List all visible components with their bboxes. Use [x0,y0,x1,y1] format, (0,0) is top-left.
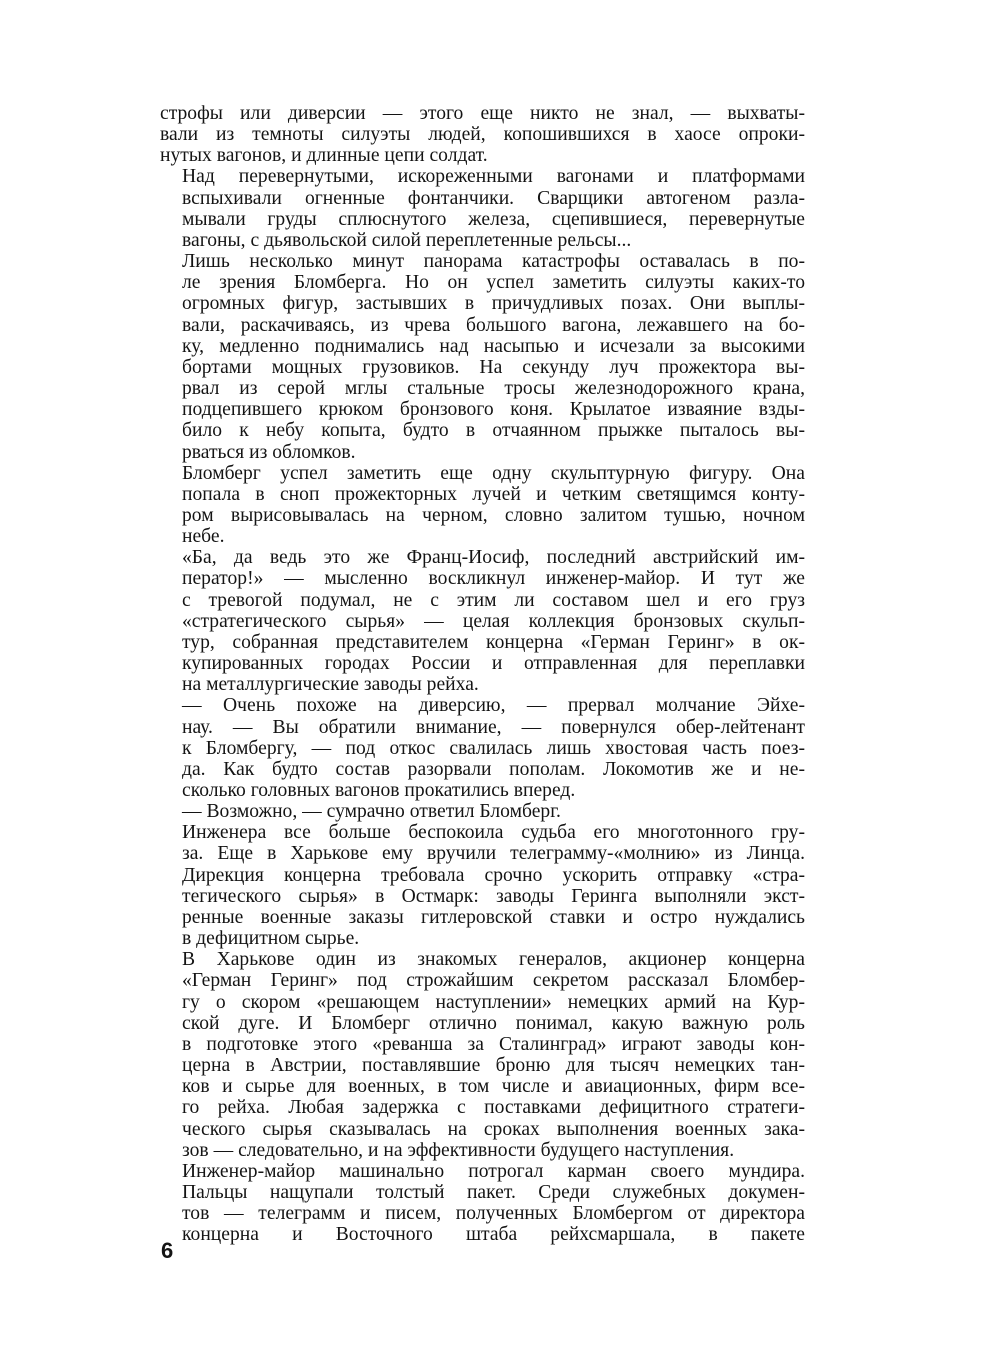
paragraph [160,949,805,1161]
text-line: в подготовке этого «реванша за Сталинград» играют заводы кон- [182,1033,805,1055]
text-line: било к небу копыта, будто в отчаянном прыжке пыталось вы- [182,420,805,442]
text-line: огромных фигур, застывших в причудливых позах. Они выплы- [182,293,805,315]
text-line: — Очень похоже на диверсию, — прервал молчание Эйхе- [182,695,805,717]
text-line: ле зрения Бломберга. Но он успел заметить силуэты каких-то [182,272,805,294]
text-line: нутых вагонов, и длинные цепи солдат. [160,145,488,167]
text-line: Над перевернутыми, искореженными вагонами и платформами [182,166,805,188]
text-line: нау. — Вы обратили внимание, — повернулся обер-лейтенант [182,716,805,738]
text-line: го рейха. Любая задержка с поставками дефицитного стратеги- [182,1097,805,1119]
text-line: ренные военные заказы гитлеровской ставки и остро нуждались [182,906,805,928]
text-line: попала в сноп прожекторных лучей и четким светящимся конту- [182,483,805,505]
text-line: с тревогой подумал, не с этим ли составом шел и его груз [182,589,805,611]
text-line: вали из темноты силуэты людей, копошившихся в хаосе опроки- [160,124,805,146]
text-line: зов — следовательно, и на эффективности будущего наступления. [182,1139,735,1161]
text-line: строфы или диверсии — этого еще никто не знал, — выхваты- [160,103,805,124]
text-line: подцепившего крюком бронзового коня. Крылатое изваяние взды- [182,399,805,421]
text-line: Инженера все больше беспокоила судьба его многотонного гру- [182,822,805,844]
text-line: гу о скором «решающем наступлении» немецких армий на Кур- [182,991,805,1013]
paragraph [160,1161,805,1246]
text-line: ром вырисовывалась на черном, словно залитом тушью, ночном [182,504,805,526]
paragraph [160,822,805,949]
text-line: Пальцы нащупали толстый пакет. Среди служебных докумен- [182,1181,805,1203]
text-line: ской дуге. И Бломберг отлично понимал, какую важную роль [182,1012,805,1034]
text-line: сколько головных вагонов прокатились вперед. [182,780,576,801]
page-number: 6 [161,1238,174,1263]
text-line: на металлургические заводы рейха. [182,674,479,696]
text-line: концерна и Восточного штаба рейхсмаршала, в пакете [182,1224,805,1246]
paragraph [160,103,805,166]
text-line: церна в Австрии, поставлявшие броню для тысяч немецких тан- [182,1055,805,1077]
text-line: рвал из серой мглы стальные тросы железнодорожного крана, [182,378,805,400]
text-line: рваться из обломков. [182,441,356,463]
paragraph [160,166,805,251]
text-line: купированных городах России и отправленная для переплавки [182,653,805,675]
text-line: вали, раскачиваясь, из чрева большого вагона, лежавшего на бо- [182,314,805,336]
text-line: Бломберг успел заметить еще одну скульптурную фигуру. Она [182,462,805,484]
text-line: тур, собранная представителем концерна «Герман Геринг» в ок- [182,631,805,653]
text-line: да. Как будто состав разорвали пополам. Локомотив же и не- [182,758,805,780]
text-line: в дефицитном сырье. [182,928,360,950]
text-line: — Возможно, — сумрачно ответил Бломберг. [182,801,561,823]
text-line: «Герман Геринг» под строжайшим секретом рассказал Бломбер- [182,970,805,992]
text-line: ков и сырье для военных, в том числе и авиационных, фирм все- [182,1076,805,1098]
text-line: Лишь несколько минут панорама катастрофы оставалась в по- [182,251,805,273]
body-text [160,103,805,1245]
text-line: Инженер-майор машинально потрогал карман своего мундира. [182,1160,805,1182]
paragraph [160,463,805,548]
paragraph [160,801,805,822]
paragraph [160,695,805,801]
text-line: к Бломбергу, — под откос свалилась лишь хвостовая часть поез- [182,737,805,759]
text-line: тов — телеграмм и писем, полученных Бломбергом от директора [182,1203,805,1225]
text-line: тегического сырья» в Остмарк: заводы Геринга выполняли экст- [182,885,805,907]
text-line: за. Еще в Харькове ему вручили телеграмму-«молнию» из Линца. [182,843,805,865]
text-line: бортами мощных грузовиков. На секунду луч прожектора вы- [182,356,805,378]
text-line: вагоны, с дьявольской силой переплетенные рельсы... [182,229,632,251]
paragraph [160,547,805,695]
text-line: ческого сырья сказывалась на сроках выполнения военных зака- [182,1118,805,1140]
paragraph [160,251,805,463]
text-line: небе. [182,526,225,548]
text-line: Дирекция концерна требовала срочно ускорить отправку «стра- [182,864,805,886]
text-line: мывали груды сплюснутого железа, сцепившиеся, перевернутые [182,208,805,230]
text-line: В Харькове один из знакомых генералов, акционер концерна [182,949,805,971]
text-line: «стратегического сырья» — целая коллекция бронзовых скульп- [182,610,805,632]
text-line: вспыхивали огненные фонтанчики. Сварщики автогеном разла- [182,187,805,209]
text-line: ку, медленно поднимались над насыпью и исчезали за высокими [182,335,805,357]
text-line: ператор!» — мысленно воскликнул инженер-майор. И тут же [182,568,805,590]
text-line: «Ба, да ведь это же Франц-Иосиф, последний австрийский им- [182,547,805,569]
